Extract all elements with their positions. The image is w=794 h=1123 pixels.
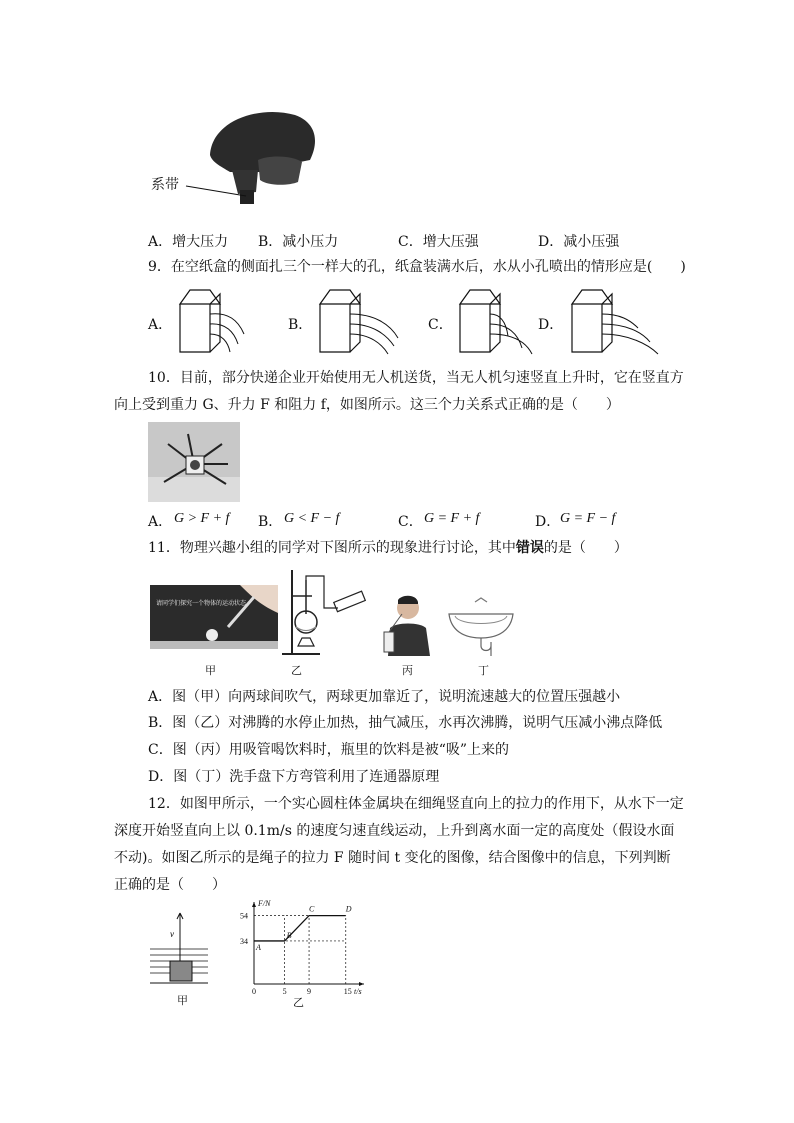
q11-stem <box>148 538 628 558</box>
metal-block <box>170 961 192 981</box>
drone-photo <box>148 422 240 502</box>
q10-option-b-letter: B． <box>258 514 283 530</box>
q10-option-a-letter: A． <box>148 514 173 530</box>
x-axis-arrow <box>359 982 364 986</box>
q12-stem-line2: 深度开始竖直向上以 0.1m/s 的速度匀速直线运动，上升到离水面一定的高度处（假设水面 <box>114 823 675 839</box>
q10-stem-line2: 向上受到重力 G、升力 F 和阻力 f，如图所示。这三个力关系式正确的是（ ） <box>114 397 620 413</box>
helmet-figure <box>150 100 330 215</box>
q9-carton-d <box>568 286 668 356</box>
q9-carton-b <box>316 286 416 356</box>
q10-option-a-formula: G > F + f <box>174 511 230 526</box>
q11-option-b: B．图（乙）对沸腾的水停止加热，抽气减压，水再次沸腾，说明气压减小沸点降低 <box>148 715 663 731</box>
q11-label-jia: 甲 <box>205 665 216 677</box>
point-label-D: D <box>345 904 352 914</box>
q8-option-a: A．增大压力 <box>148 234 229 250</box>
y-tick-label: 54 <box>240 911 248 921</box>
q12-chart <box>236 899 366 1004</box>
q12-stem-line3: 不动)。如图乙所示的是绳子的拉力 F 随时间 t 变化的图像，结合图像中的信息，下列判断 <box>114 850 671 866</box>
q12-fig-jia-label: 甲 <box>177 995 188 1007</box>
x-tick-label: 9 <box>307 987 312 996</box>
q9-stem: 9．在空纸盒的侧面扎三个一样大的孔，纸盒装满水后，水从小孔喷出的情形应是( ) <box>148 259 686 275</box>
y-axis-label: F/N <box>258 899 271 908</box>
q9-option-c-letter: C． <box>428 317 453 333</box>
q9-carton-c <box>456 286 546 356</box>
q12-chart-title: 乙 <box>293 997 304 1009</box>
q12-fig-jia <box>148 905 210 985</box>
q11-fig-ding <box>445 596 517 658</box>
q9-carton-a <box>176 286 266 356</box>
q11-option-d: D．图（丁）洗手盘下方弯管利用了连通器原理 <box>148 769 440 785</box>
q11-stem-suffix: 的是（ ） <box>543 540 628 556</box>
x-tick-label: 15 <box>343 987 352 996</box>
q11-option-a: A．图（甲）向两球间吹气，两球更加靠近了，说明流速越大的位置压强越小 <box>148 689 621 705</box>
q9-option-b-letter: B． <box>288 317 313 333</box>
q12-fig-jia-v: v <box>170 929 174 939</box>
point-label-C: C <box>309 904 315 914</box>
q9-option-d-letter: D． <box>538 317 564 333</box>
q11-option-c: C．图（丙）用吸管喝饮料时，瓶里的饮料是被“吸”上来的 <box>148 742 510 758</box>
helmet-goggle <box>258 156 302 184</box>
q10-option-d-letter: D． <box>535 514 561 530</box>
point-label-B: B <box>286 930 292 940</box>
q9-option-a-letter: A． <box>148 317 173 333</box>
q11-fig-bing <box>378 594 434 656</box>
q11-label-bing: 丙 <box>402 665 413 677</box>
q10-option-b-formula: G < F − f <box>284 511 340 526</box>
point-label-A: A <box>256 942 261 952</box>
x-tick-label: 0 <box>252 987 256 996</box>
q12-stem-line1: 12．如图甲所示，一个实心圆柱体金属块在细绳竖直向上的拉力的作用下，从水下一定 <box>148 796 684 812</box>
q10-option-c-formula: G = F + f <box>424 511 480 526</box>
q11-label-yi: 乙 <box>291 665 302 677</box>
q11-board-text: 请同学们探究一个物体的运动状态 <box>156 600 247 607</box>
x-axis-label: t/s <box>354 987 362 996</box>
q10-option-c-letter: C． <box>398 514 423 530</box>
q8-option-b: B．减小压力 <box>258 234 339 250</box>
force-series-line <box>254 916 346 941</box>
q8-option-c: C．增大压强 <box>398 234 479 250</box>
y-axis-arrow <box>252 902 256 907</box>
q11-stem-bold: 错误 <box>515 540 544 556</box>
y-tick-label: 34 <box>240 936 248 946</box>
q11-label-ding: 丁 <box>478 665 489 677</box>
q12-stem-line4: 正确的是（ ） <box>114 877 226 893</box>
q11-fig-jia <box>150 585 278 655</box>
q10-stem-line1: 10．目前，部分快递企业开始使用无人机送货，当无人机匀速竖直上升时，它在竖直方 <box>148 370 684 386</box>
q10-option-d-formula: G = F − f <box>560 511 616 526</box>
q11-fig-yi <box>280 568 372 658</box>
helmet-strap-buckle <box>240 190 254 204</box>
x-tick-label: 5 <box>282 987 287 996</box>
strap-label: 系带 <box>151 177 179 193</box>
q11-stem-prefix: 11．物理兴趣小组的同学对下图所示的现象进行讨论，其中 <box>148 540 516 556</box>
q8-option-d: D．减小压强 <box>538 234 620 250</box>
